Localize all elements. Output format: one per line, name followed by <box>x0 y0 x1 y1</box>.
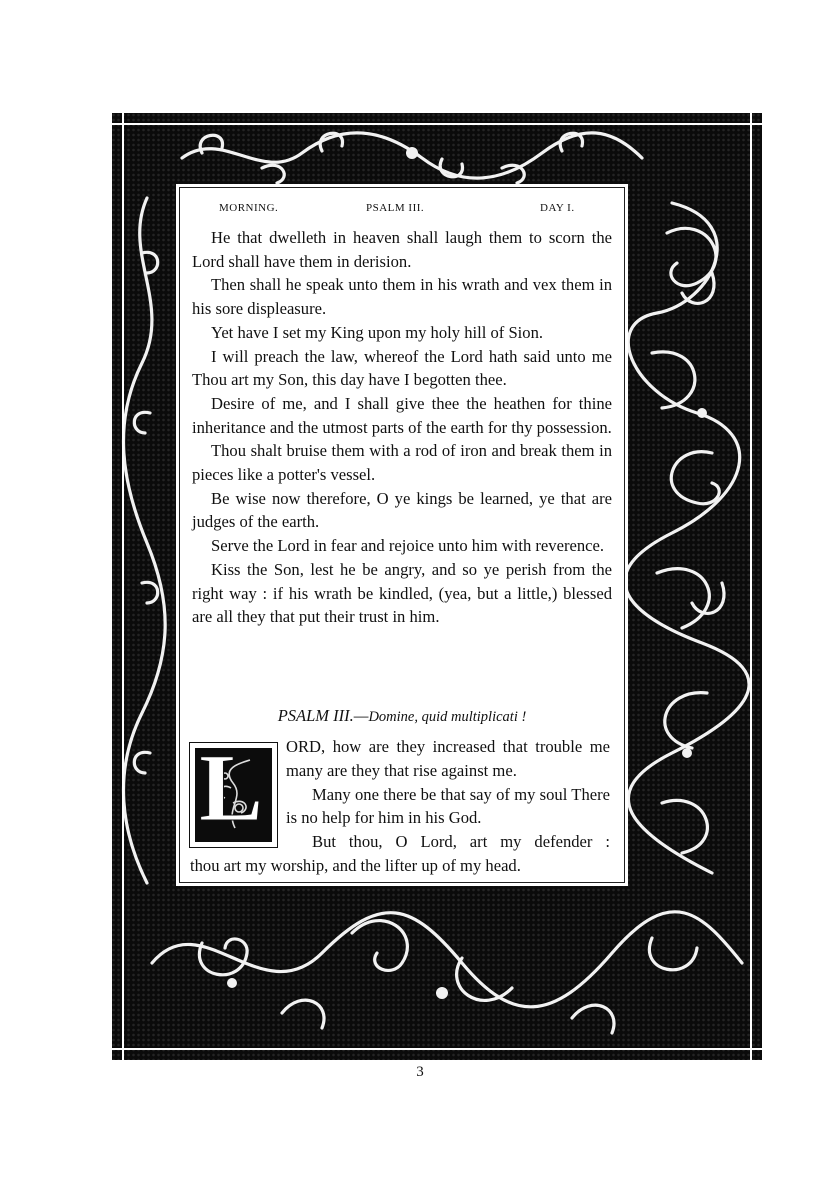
drop-cap <box>189 734 278 848</box>
verse: Then shall he speak unto them in his wrath and vex them in his sore displeasure. <box>192 275 612 319</box>
header-left: MORNING. <box>219 202 279 214</box>
header-right: DAY I. <box>540 202 575 214</box>
verse: He that dwelleth in heaven shall laugh them to scorn the Lord shall have them in derision. <box>192 228 612 271</box>
verse: But thou, O Lord, art my defender : <box>312 832 610 852</box>
verse: Serve the Lord in fear and rejoice unto him with reverence. <box>211 536 605 556</box>
psalm-3-text-continued <box>190 854 610 878</box>
psalm-3-title: PSALM III. <box>277 706 354 725</box>
verse: Many one there be that say of my soul There is no help for him in his God. <box>286 784 610 828</box>
verse: Be wise now therefore, O ye kings be learned, ye that are judges of the earth. <box>192 488 612 532</box>
verse: Kiss the Son, lest he be angry, and so ye perish from the right way : if his wrath be kindled, (yea, but a little,) blessed are all they that put their trust in him. <box>192 559 612 627</box>
verse: I will preach the law, whereof the Lord hath said unto me Thou art my Son, this day have I begotten thee. <box>192 346 612 390</box>
verse: Thou shalt bruise them with a rod of iron and break them in pieces like a potter's vessel. <box>192 441 612 485</box>
psalm-3-text <box>286 735 610 854</box>
verse-continuation: thou art my worship, and the lifter up of my head. <box>190 856 521 875</box>
page-number: 3 <box>416 1064 424 1080</box>
drop-cap-letter: L <box>199 734 264 841</box>
verse: ORD, how are they increased that trouble me many are they that rise against me. <box>286 737 610 780</box>
header-center: PSALM III. <box>366 202 425 214</box>
psalm-3-heading <box>176 706 628 726</box>
verse: Yet have I set my King upon my holy hill of Sion. <box>211 322 544 342</box>
psalm-2-text <box>192 226 612 629</box>
drop-cap-ornament <box>195 734 272 842</box>
border-rule <box>112 1048 762 1050</box>
verse: Desire of me, and I shall give thee the heathen for thine inheritance and the utmost parts of the earth for thy possession. <box>192 393 612 437</box>
running-header <box>176 202 628 218</box>
border-rule <box>122 113 124 1060</box>
border-rule <box>112 123 762 125</box>
border-rule <box>750 113 752 1060</box>
psalm-3-subtitle: Domine, quid multiplicati ! <box>368 709 527 725</box>
title-dash: — <box>353 706 369 725</box>
